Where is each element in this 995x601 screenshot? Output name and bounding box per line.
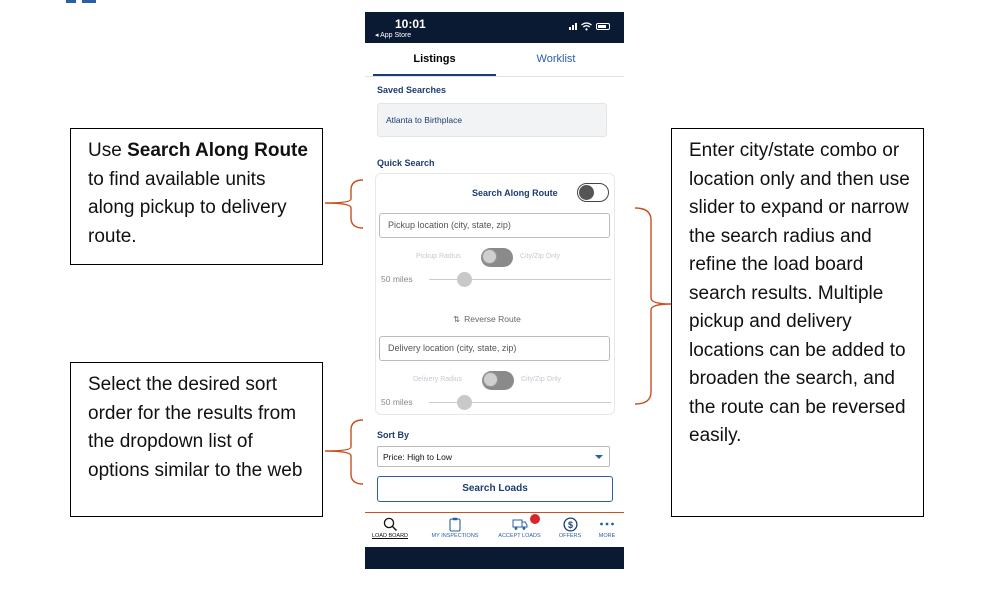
phone-footer [365,547,624,569]
status-icons [569,21,610,31]
delivery-radius-toggle[interactable] [482,371,514,390]
tab-worklist[interactable]: Worklist [536,53,576,65]
nav-label: OFFERS [558,533,582,539]
tab-bar [365,43,624,77]
tab-listings[interactable]: Listings [373,43,496,76]
callout-text: Enter city/state combo or location only and then use slider to expand or narrow the search radius and refine the load board search results. Multiple pickup and delivery locations can be added to broaden the search, and the route can be reversed easily. [689,140,910,446]
bottom-nav [365,512,624,547]
callout-text-pre: Use [88,140,128,161]
nav-label: LOAD BOARD [371,533,409,539]
delivery-radius-slider[interactable] [379,395,611,411]
nav-my-inspections[interactable] [425,515,485,539]
nav-load-board[interactable] [369,515,411,539]
pickup-miles-label: 50 miles [381,274,413,284]
callout-search-along-route [70,128,323,265]
delivery-miles-label: 50 miles [381,397,413,407]
quick-search-label: Quick Search [377,158,435,168]
back-to-app-store[interactable]: ◂ App Store [375,32,412,39]
nav-more[interactable] [593,515,621,539]
clipboard-icon [449,517,461,532]
sort-by-dropdown[interactable] [377,446,610,467]
saved-search-item[interactable]: Atlanta to Birthplace [377,103,607,137]
status-time: 10:01 [395,17,426,31]
pickup-city-zip-only-label: City/Zip Only [520,253,561,260]
phone-screen [365,12,624,569]
callout-location-radius [671,128,924,517]
search-along-route-toggle[interactable] [577,183,609,202]
svg-text:$: $ [567,519,573,530]
bracket-left-top [323,178,365,230]
reverse-route-label: Reverse Route [464,314,521,324]
truck-icon [512,518,528,531]
reverse-arrows-icon: ⇅ [453,314,461,324]
battery-icon [596,23,610,30]
saved-searches-label: Saved Searches [377,85,447,95]
status-bar [365,12,624,43]
sort-by-label: Sort By [377,430,410,440]
dollar-icon [563,517,578,532]
pickup-radius-label: Pickup Radius [416,253,461,260]
nav-label: MORE [598,533,616,539]
delivery-radius-row [365,370,624,390]
pickup-radius-slider[interactable] [379,272,611,288]
pickup-radius-toggle[interactable] [481,248,513,267]
bracket-left-bottom [323,418,365,486]
pickup-location-input[interactable]: Pickup location (city, state, zip) [379,213,610,238]
nav-label: MY INSPECTIONS [431,533,479,539]
delivery-location-input[interactable]: Delivery location (city, state, zip) [379,336,610,361]
bracket-right [633,206,673,406]
notification-badge [530,514,540,524]
slider-knob[interactable] [457,272,472,287]
callout-sort-order [70,362,323,517]
nav-accept-loads[interactable] [492,515,547,539]
sort-selected-value: Price: High to Low [383,452,452,462]
callout-text-post: to find available units along pickup to delivery route. [88,168,287,247]
callout-text-bold: Search Along Route [127,140,308,161]
delivery-city-zip-only-label: City/Zip Only [521,376,562,383]
header-fragment [60,0,120,6]
wifi-icon [581,22,592,31]
search-icon [383,517,398,532]
reverse-route-button[interactable] [453,314,521,325]
callout-text: Select the desired sort order for the results from the dropdown list of options similar to the web [88,374,303,481]
delivery-radius-label: Delivery Radius [413,376,463,383]
nav-label: ACCEPT LOADS [498,533,541,539]
nav-offers[interactable] [553,515,587,539]
search-along-route-label: Search Along Route [472,188,558,198]
slider-knob[interactable] [457,395,472,410]
pickup-radius-row [365,247,624,267]
chevron-down-icon [595,455,603,459]
more-icon [599,521,615,527]
signal-icon [569,22,577,30]
search-loads-button[interactable]: Search Loads [377,476,613,502]
